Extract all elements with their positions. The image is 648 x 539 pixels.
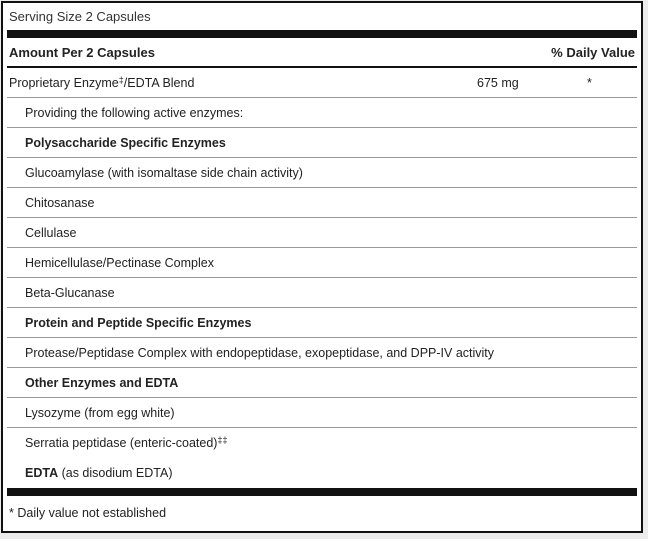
footnote: * Daily value not established <box>9 506 167 520</box>
ingredient-name: Providing the following active enzymes: <box>25 105 244 120</box>
blend-daily-value: * <box>587 75 592 90</box>
bottom-divider-bar <box>7 488 637 496</box>
ingredient-row <box>7 278 637 308</box>
ingredient-row <box>7 428 637 458</box>
ingredient-row <box>7 338 637 368</box>
ingredient-name: Polysaccharide Specific Enzymes <box>25 135 226 150</box>
ingredient-name: Glucoamylase (with isomaltase side chain activity) <box>25 165 303 180</box>
ingredient-name: Protein and Peptide Specific Enzymes <box>25 315 252 330</box>
table-header <box>7 38 637 68</box>
ingredient-row <box>7 98 637 128</box>
ingredient-row <box>7 398 637 428</box>
ingredient-row <box>7 188 637 218</box>
top-divider-bar <box>7 30 637 38</box>
section-heading-row <box>7 128 637 158</box>
amount-header: Amount Per 2 Capsules <box>9 44 155 60</box>
blend-name: Proprietary Enzyme‡/EDTA Blend <box>9 74 195 90</box>
ingredient-row <box>7 248 637 278</box>
ingredient-name: Lysozyme (from egg white) <box>25 405 175 420</box>
serving-size: Serving Size 2 Capsules <box>9 9 151 24</box>
section-heading-row <box>7 368 637 398</box>
ingredient-row <box>7 218 637 248</box>
edta-row <box>7 458 637 488</box>
ingredient-name: Beta-Glucanase <box>25 285 115 300</box>
ingredient-name: Serratia peptidase (enteric-coated)‡‡ <box>25 435 228 450</box>
ingredient-name: Protease/Peptidase Complex with endopeptidase, exopeptidase, and DPP-IV activity <box>25 345 495 360</box>
ingredient-name: Hemicellulase/Pectinase Complex <box>25 255 214 270</box>
blend-amount: 675 mg <box>477 75 519 90</box>
ingredient-name: Other Enzymes and EDTA <box>25 375 179 390</box>
section-heading-row <box>7 308 637 338</box>
ingredient-name: Cellulase <box>25 225 77 240</box>
daily-value-header: % Daily Value <box>551 44 635 60</box>
supplement-facts-panel <box>1 1 643 533</box>
edta-name: EDTA (as disodium EDTA) <box>25 466 173 480</box>
blend-row <box>7 68 637 98</box>
ingredient-list <box>7 68 637 488</box>
ingredient-row <box>7 158 637 188</box>
ingredient-name: Chitosanase <box>25 195 95 210</box>
